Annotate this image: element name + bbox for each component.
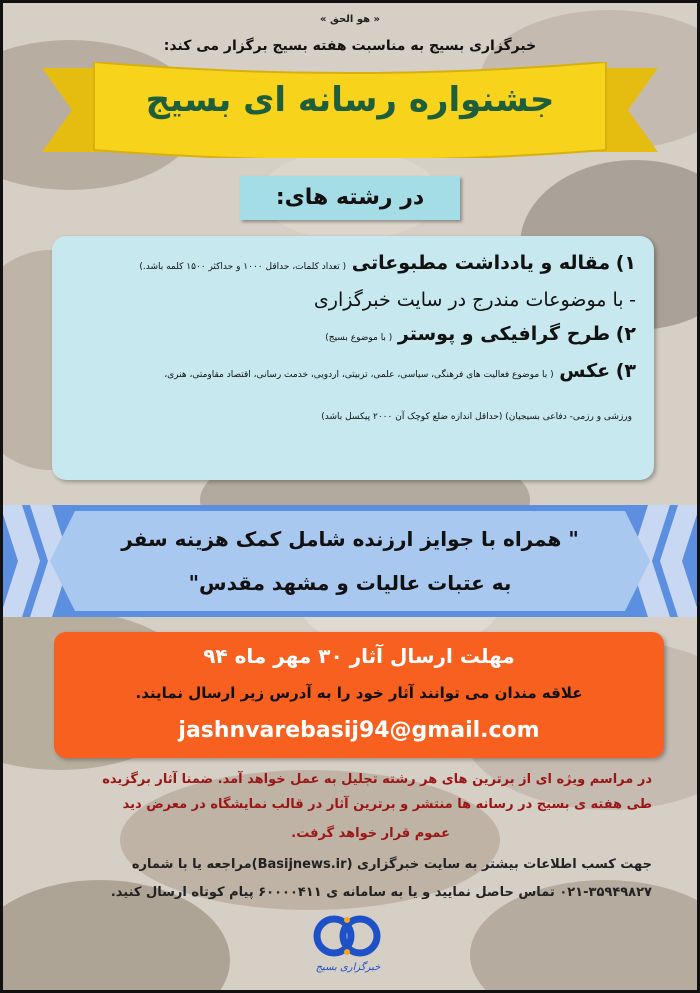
basij-news-logo-icon xyxy=(308,912,388,982)
deadline-subtitle: علاقه مندان می توانند آثار خود را به آدرس زیر ارسال نمایند. xyxy=(135,684,583,702)
category-article xyxy=(139,252,636,274)
category-number: ۱) xyxy=(615,252,636,274)
festival-title: جشنواره رسانه ای بسیج xyxy=(145,80,555,120)
contact-line-2: ۰۲۱-۳۵۹۴۹۸۲۷ تماس حاصل نمایید و یا به سامانه ی ۶۰۰۰۰۴۱۱ پیام کوتاه ارسال کنید. xyxy=(110,885,652,900)
ceremony-line-2: طی هفته ی بسیج در رسانه ها منتشر و برترین آثار در قالب نمایشگاه در معرض دید xyxy=(122,797,652,812)
fields-heading: در رشته های: xyxy=(240,176,460,220)
ceremony-line-3: عموم قرار خواهد گرفت. xyxy=(291,826,450,841)
category-title: عکس xyxy=(559,360,611,382)
category-title: طرح گرافیکی و پوستر xyxy=(397,323,611,345)
prize-band-background xyxy=(0,505,700,617)
category-note: ( با موضوع بسیج) xyxy=(325,333,393,343)
contact-line-1: جهت کسب اطلاعات بیشتر به سایت خبرگزاری (Basijnews.ir)مراجعه یا با شماره xyxy=(131,857,652,872)
submission-email-link[interactable]: jashnvarebasij94@gmail.com xyxy=(178,718,540,743)
category-note: ( تعداد کلمات، حداقل ۱۰۰۰ و حداکثر ۱۵۰۰ کلمه باشد.) xyxy=(139,262,347,272)
category-poster xyxy=(325,323,636,345)
category-photo-note-line2 xyxy=(321,404,632,423)
category-note: ورزشی و رزمی- دفاعی بسیجیان) (حداقل اندازه ضلع کوچک آن ۲۰۰۰ پیکسل باشد) xyxy=(321,412,632,422)
category-title: مقاله و یادداشت مطبوعاتی xyxy=(351,252,611,274)
category-number: ۳) xyxy=(615,360,636,382)
category-bullet: - xyxy=(629,289,636,311)
prize-line-2: به عتبات عالیات و مشهد مقدس" xyxy=(188,571,512,595)
prize-line-1: " همراه با جوایز ارزنده شامل کمک هزینه سفر xyxy=(121,527,579,551)
category-number: ۲) xyxy=(615,323,636,345)
deadline-box xyxy=(54,632,664,758)
prize-band xyxy=(0,505,700,617)
logo-caption: خبرگزاری بسیج xyxy=(315,962,381,973)
title-banner xyxy=(42,62,658,158)
category-topics-text: با موضوعات مندرج در سایت خبرگزاری xyxy=(313,289,624,311)
organizer-line: خبرگزاری بسیج به مناسبت هفته بسیج برگزار می کند: xyxy=(163,38,537,54)
ceremony-line-1: در مراسم ویژه ای از برترین های هر رشته تجلیل به عمل خواهد آمد. ضمنا آثار برگزیده xyxy=(102,772,652,787)
header-small-text: « هو الحق » xyxy=(320,14,380,25)
category-photo xyxy=(164,360,636,382)
category-note: ( با موضوع فعالیت های فرهنگی، سیاسی، علمی، تربیتی، اردویی، خدمت رسانی، اقتصاد مقاومتی، هنری، xyxy=(164,370,554,380)
deadline-title: مهلت ارسال آثار ۳۰ مهر ماه ۹۴ xyxy=(203,644,515,668)
category-topics-line xyxy=(314,289,636,311)
